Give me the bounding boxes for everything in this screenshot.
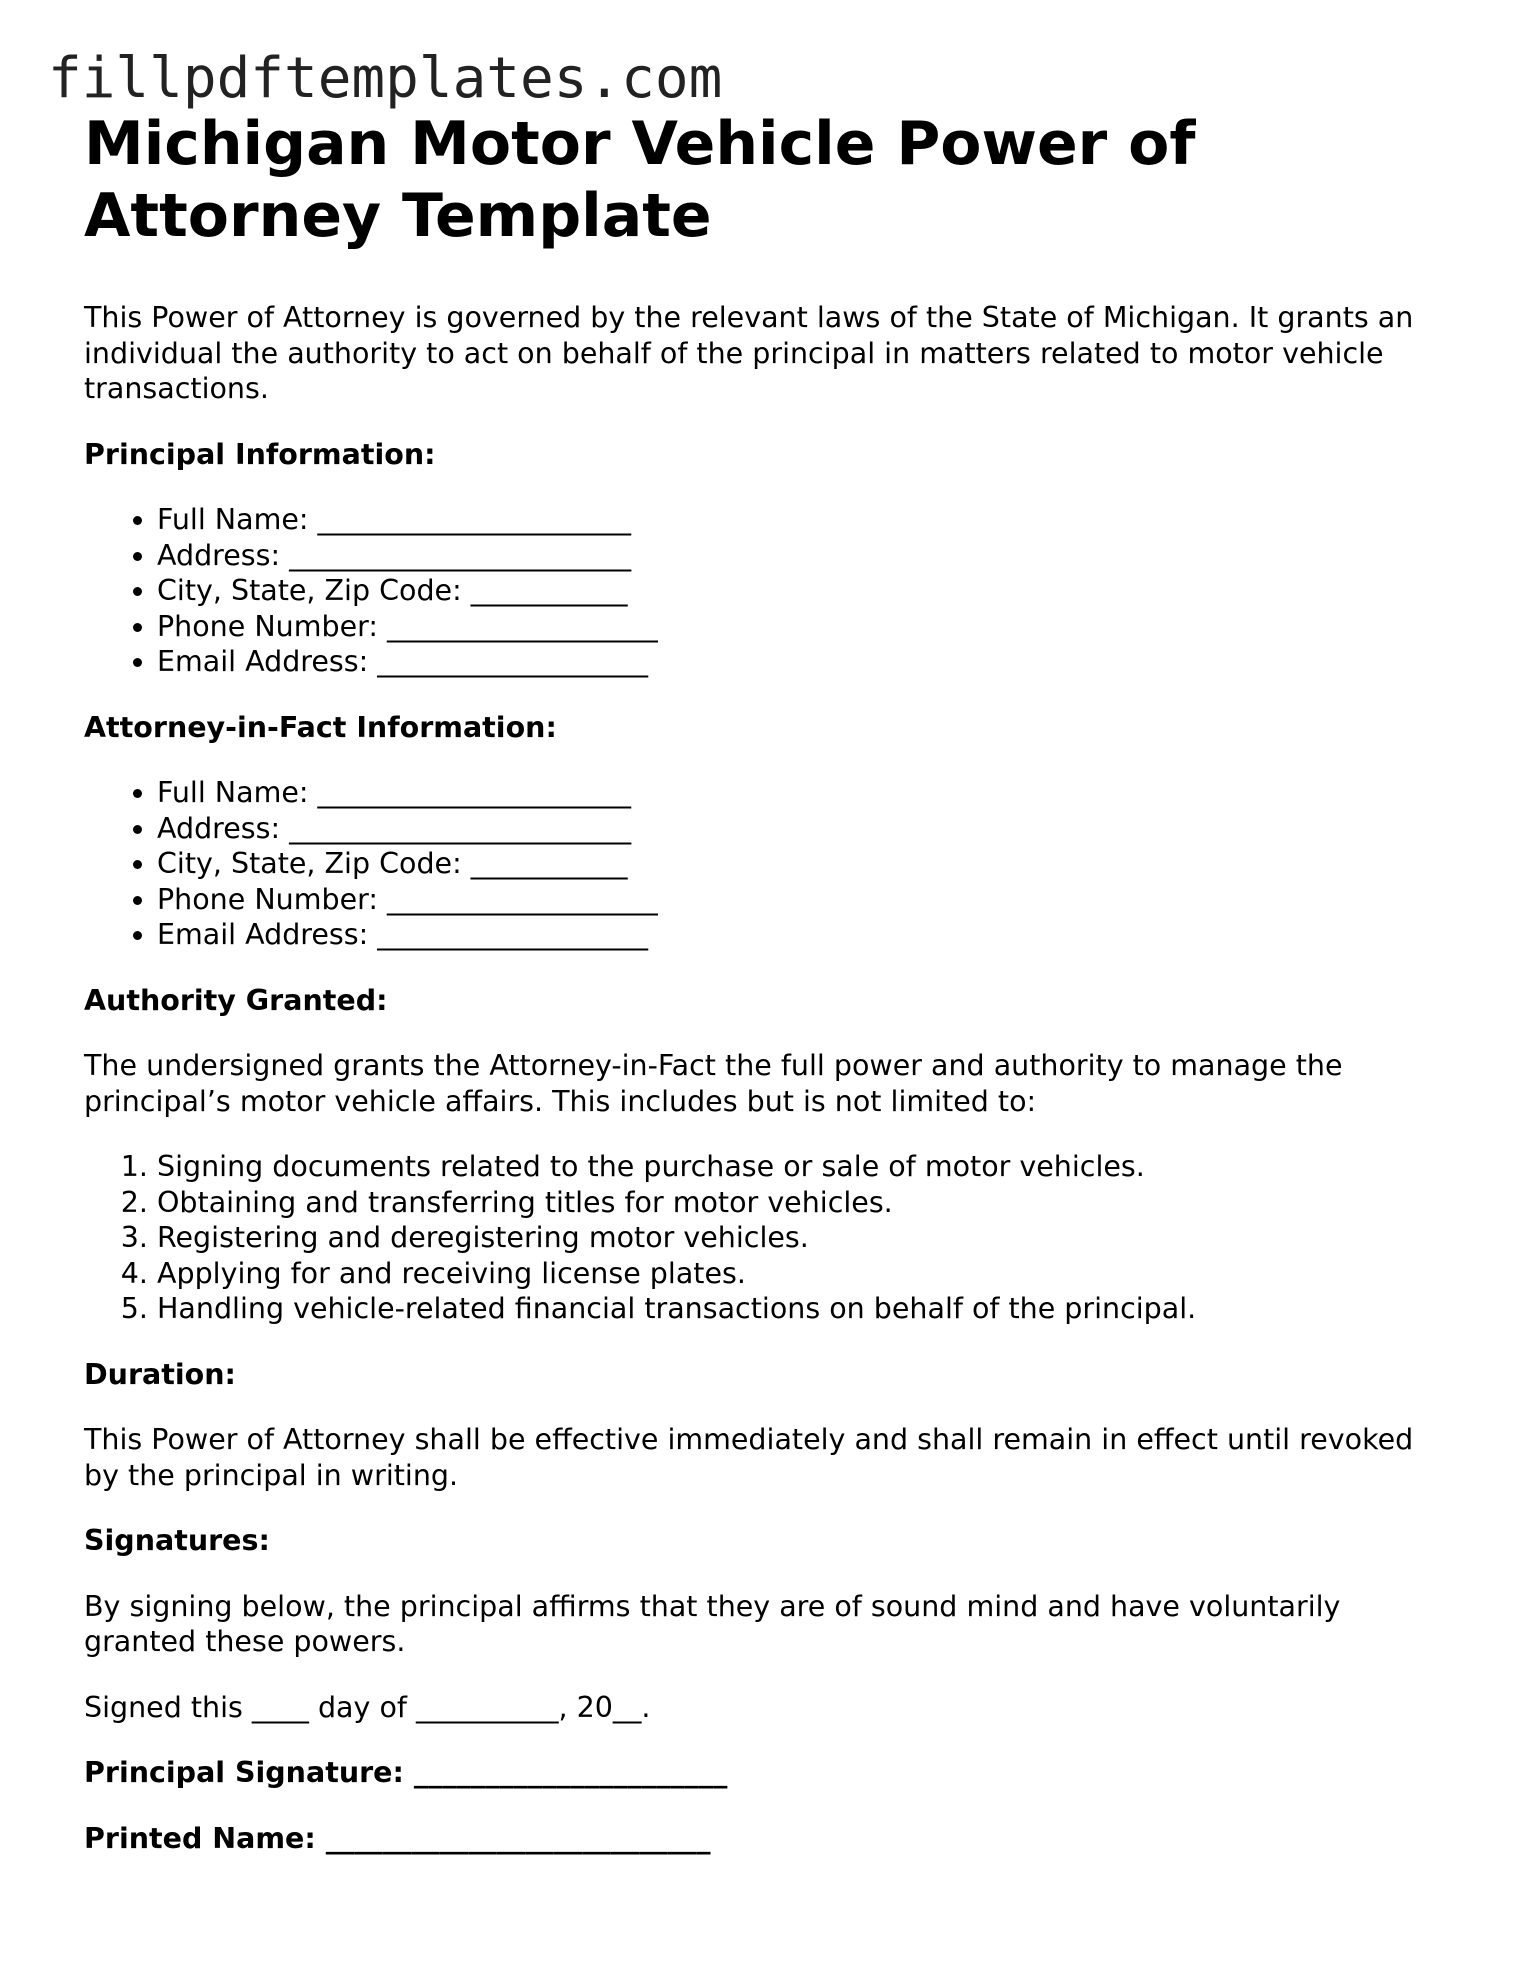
duration-paragraph: This Power of Attorney shall be effective immediately and shall remain in effect until revoked by the principal in writing. <box>84 1423 1414 1492</box>
principal-full-name-field: • Full Name: ______________________ <box>157 502 1444 538</box>
page-title: Michigan Motor Vehicle Power of Attorney Template <box>84 109 1196 251</box>
principal-phone-field: • Phone Number: ___________________ <box>157 609 1444 645</box>
attorney-phone-field: • Phone Number: ___________________ <box>157 882 1444 918</box>
authority-item: 4. Applying for and receiving license plates. <box>157 1256 1444 1292</box>
signatures-paragraph: By signing below, the principal affirms that they are of sound mind and have voluntarily granted these powers. <box>84 1589 1341 1658</box>
authority-item: 2. Obtaining and transferring titles for motor vehicles. <box>157 1185 1444 1221</box>
authority-item: 5. Handling vehicle-related financial transactions on behalf of the principal. <box>157 1291 1444 1327</box>
authority-heading: Authority Granted: <box>84 983 388 1017</box>
principal-signature-line: Principal Signature: ______________________ <box>84 1756 728 1789</box>
authority-item: 1. Signing documents related to the purchase or sale of motor vehicles. <box>157 1149 1444 1185</box>
attorney-address-field: • Address: ________________________ <box>157 811 1444 847</box>
attorney-heading: Attorney-in-Fact Information: <box>84 710 557 744</box>
principal-fields-list <box>84 502 1444 680</box>
attorney-full-name-field: • Full Name: ______________________ <box>157 775 1444 811</box>
attorney-fields-list <box>84 775 1444 953</box>
principal-heading: Principal Information: <box>84 437 436 471</box>
principal-email-field: • Email Address: ___________________ <box>157 644 1444 680</box>
signatures-heading: Signatures: <box>84 1524 270 1557</box>
printed-name-line: Printed Name: ___________________________ <box>84 1821 711 1855</box>
principal-city-state-zip-field: • City, State, Zip Code: ___________ <box>157 573 1444 609</box>
watermark-logo: fillpdftemplates.com <box>48 46 723 111</box>
attorney-email-field: • Email Address: ___________________ <box>157 917 1444 953</box>
authority-list <box>84 1149 1444 1327</box>
attorney-city-state-zip-field: • City, State, Zip Code: ___________ <box>157 846 1444 882</box>
duration-heading: Duration: <box>84 1357 236 1391</box>
authority-paragraph: The undersigned grants the Attorney-in-Fact the full power and authority to manage the principal’s motor vehicle affairs. This includes but is not limited to: <box>84 1049 1343 1118</box>
document-body <box>84 108 1444 1886</box>
intro-paragraph: This Power of Attorney is governed by the relevant laws of the State of Michigan. It grants an individual the authority to act on behalf of the principal in matters related to motor vehicle transactions. <box>84 301 1414 405</box>
authority-item: 3. Registering and deregistering motor vehicles. <box>157 1220 1444 1256</box>
signed-date-line: Signed this ____ day of __________, 20__. <box>84 1690 651 1724</box>
principal-address-field: • Address: ________________________ <box>157 538 1444 574</box>
